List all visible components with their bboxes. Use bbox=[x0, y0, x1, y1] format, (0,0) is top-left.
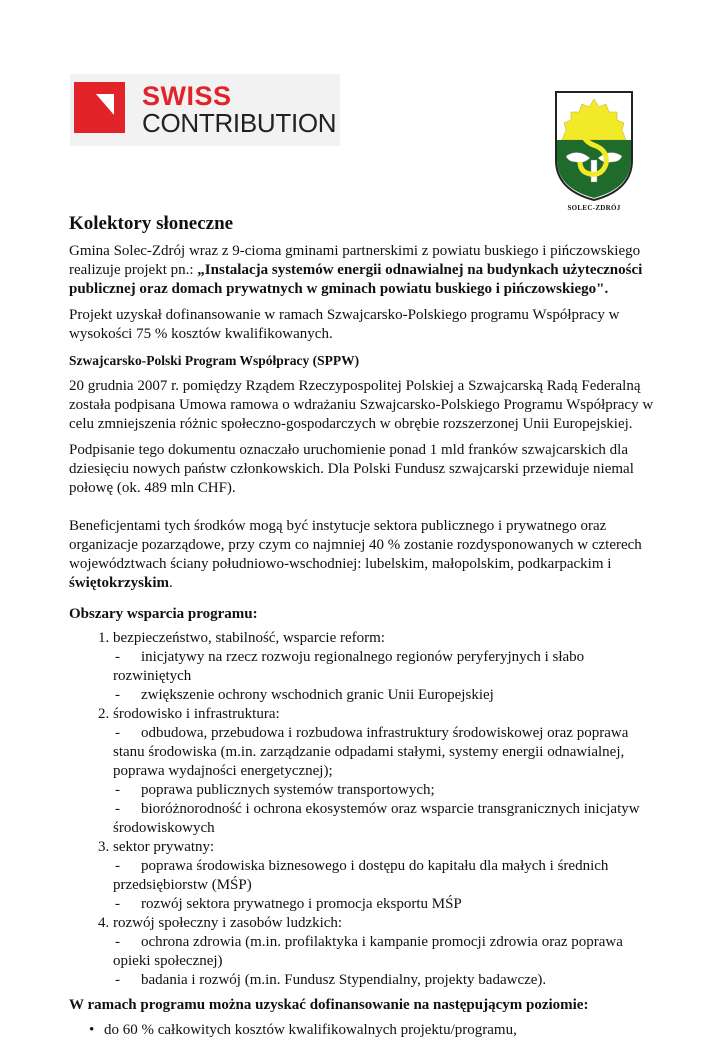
swiss-flag-square-icon bbox=[74, 82, 125, 133]
area-subitem-text: odbudowa, przebudowa i rozbudowa infrastruktury środowiskowej oraz poprawa stanu środowiska (m.in. zarządzanie odpadami stałymi, systemy energii odnawialnej, poprawa wydajności energetycznej); bbox=[113, 725, 629, 779]
area-subitem: - bioróżnorodność i ochrona ekosystemów oraz wsparcie transgranicznych inicjatyw środowiskowych bbox=[113, 801, 640, 836]
spacer bbox=[69, 498, 659, 517]
area-subitem: - badania i rozwój (m.in. Fundusz Stypendialny, projekty badawcze). bbox=[115, 972, 547, 988]
bullet-icon: • bbox=[89, 1022, 95, 1038]
logo-text-swiss: SWISS bbox=[142, 81, 232, 111]
area-subitem: - zwiększenie ochrony wschodnich granic Unii Europejskiej bbox=[115, 687, 494, 703]
area-sublist bbox=[113, 724, 659, 838]
areas-heading: Obszary wsparcia programu: bbox=[69, 606, 258, 622]
area-label: bezpieczeństwo, stabilność, wsparcie reform: bbox=[113, 630, 385, 646]
sppw-paragraph-1: 20 grudnia 2007 r. pomiędzy Rządem Rzeczypospolitej Polskiej a Szwajcarską Radą Federalną została podpisana Umowa ramowa o wdrażaniu Szwajcarsko-Polskiego Programu Współpracy w celu zmniejszenia różnic społeczno-gospodarczych w obrębie rozszerzonej Unii Europejskiej. bbox=[69, 378, 654, 432]
sppw-paragraph-2: Podpisanie tego dokumentu oznaczało uruchomienie ponad 1 mld franków szwajcarskich dla dziesięciu nowych państw członkowskich. Dla Polski Fundusz szwajcarski przewiduje niemal połowę (ok. 489 mln CHF). bbox=[69, 442, 634, 496]
area-item bbox=[113, 838, 659, 914]
area-subitem: - inicjatywy na rzecz rozwoju regionalnego regionów peryferyjnych i słabo rozwiniętych bbox=[113, 649, 585, 684]
area-subitem-text: zwiększenie ochrony wschodnich granic Unii Europejskiej bbox=[141, 687, 494, 703]
area-item bbox=[113, 914, 659, 990]
area-subitem: - ochrona zdrowia (m.in. profilaktyka i kampanie promocji zdrowia oraz poprawa opieki społecznej) bbox=[113, 934, 623, 969]
coat-of-arms-icon bbox=[554, 90, 634, 202]
area-sublist bbox=[113, 648, 659, 705]
area-item bbox=[113, 705, 659, 838]
area-sublist bbox=[113, 857, 659, 914]
area-subitem: - poprawa środowiska biznesowego i dostępu do kapitału dla małych i średnich przedsiębiorstw (MŚP) bbox=[113, 858, 609, 893]
intro-paragraph bbox=[69, 242, 659, 299]
solec-zdroj-crest bbox=[554, 90, 634, 220]
beneficiaries-text: Beneficjentami tych środków mogą być instytucje sektora publicznego i prywatnego oraz organizacje pozarządowe, przy czym co najmniej 40 % zostanie rozdysponowanych w czterech województwach ściany południowo-wschodniej: lubelskim, małopolskim, podkarpackim i bbox=[69, 518, 642, 572]
area-subitem-text: ochrona zdrowia (m.in. profilaktyka i kampanie promocji zdrowia oraz poprawa opieki społecznej) bbox=[113, 934, 623, 969]
area-subitem-text: poprawa środowiska biznesowego i dostępu do kapitału dla małych i średnich przedsiębiorstw (MŚP) bbox=[113, 858, 609, 893]
area-item bbox=[113, 629, 659, 705]
level-text: do 60 % całkowitych kosztów kwalifikowalnych projektu/programu, bbox=[104, 1022, 517, 1038]
area-subitem-text: rozwój sektora prywatnego i promocja eksportu MŚP bbox=[141, 896, 462, 912]
beneficiaries-paragraph bbox=[69, 517, 659, 593]
area-subitem: - poprawa publicznych systemów transportowych; bbox=[115, 782, 435, 798]
area-subitem-text: badania i rozwój (m.in. Fundusz Stypendialny, projekty badawcze). bbox=[141, 972, 547, 988]
area-subitem: - odbudowa, przebudowa i rozbudowa infrastruktury środowiskowej oraz poprawa stanu środowiska (m.in. zarządzanie odpadami stałymi, systemy energii odnawialnej, poprawa wydajności energetycznej); bbox=[113, 725, 629, 779]
area-sublist bbox=[113, 933, 659, 990]
area-subitem-text: poprawa publicznych systemów transportowych; bbox=[141, 782, 435, 798]
project-name: „Instalacja systemów energii odnawialnej na budynkach użyteczności publicznej oraz domach prywatnych w gminach powiatu buskiego i pińczowskiego". bbox=[69, 262, 643, 297]
area-label: rozwój społeczny i zasobów ludzkich: bbox=[113, 915, 343, 931]
area-label: sektor prywatny: bbox=[113, 839, 215, 855]
document-title: Kolektory słoneczne bbox=[69, 213, 234, 234]
area-subitem: - rozwój sektora prywatnego i promocja eksportu MŚP bbox=[115, 896, 462, 912]
funding-paragraph: Projekt uzyskał dofinansowanie w ramach Szwajcarsko-Polskiego programu Współpracy w wysokości 75 % kosztów kwalifikowanych. bbox=[69, 307, 620, 342]
area-subitem-text: bioróżnorodność i ochrona ekosystemów oraz wsparcie transgranicznych inicjatyw środowiskowych bbox=[113, 801, 640, 836]
beneficiaries-bold: świętokrzyskim bbox=[69, 575, 169, 591]
crest-caption: SOLEC-ZDRÓJ bbox=[567, 204, 621, 212]
areas-list bbox=[69, 629, 659, 990]
beneficiaries-end: . bbox=[169, 575, 173, 591]
sppw-heading: Szwajcarsko-Polski Program Współpracy (SPPW) bbox=[69, 353, 360, 368]
intro-text: Gmina Solec-Zdrój wraz z 9-cioma gminami partnerskimi z powiatu buskiego i pińczowskiego realizuje projekt pn.: bbox=[69, 243, 641, 278]
swiss-contribution-logo bbox=[70, 74, 340, 146]
document-body bbox=[69, 213, 659, 1040]
logo-text-contribution: CONTRIBUTION bbox=[142, 108, 337, 138]
area-subitem-text: inicjatywy na rzecz rozwoju regionalnego regionów peryferyjnych i słabo rozwiniętych bbox=[113, 649, 585, 684]
area-label: środowisko i infrastruktura: bbox=[113, 706, 280, 722]
levels-heading: W ramach programu można uzyskać dofinansowanie na następującym poziomie: bbox=[69, 997, 589, 1013]
